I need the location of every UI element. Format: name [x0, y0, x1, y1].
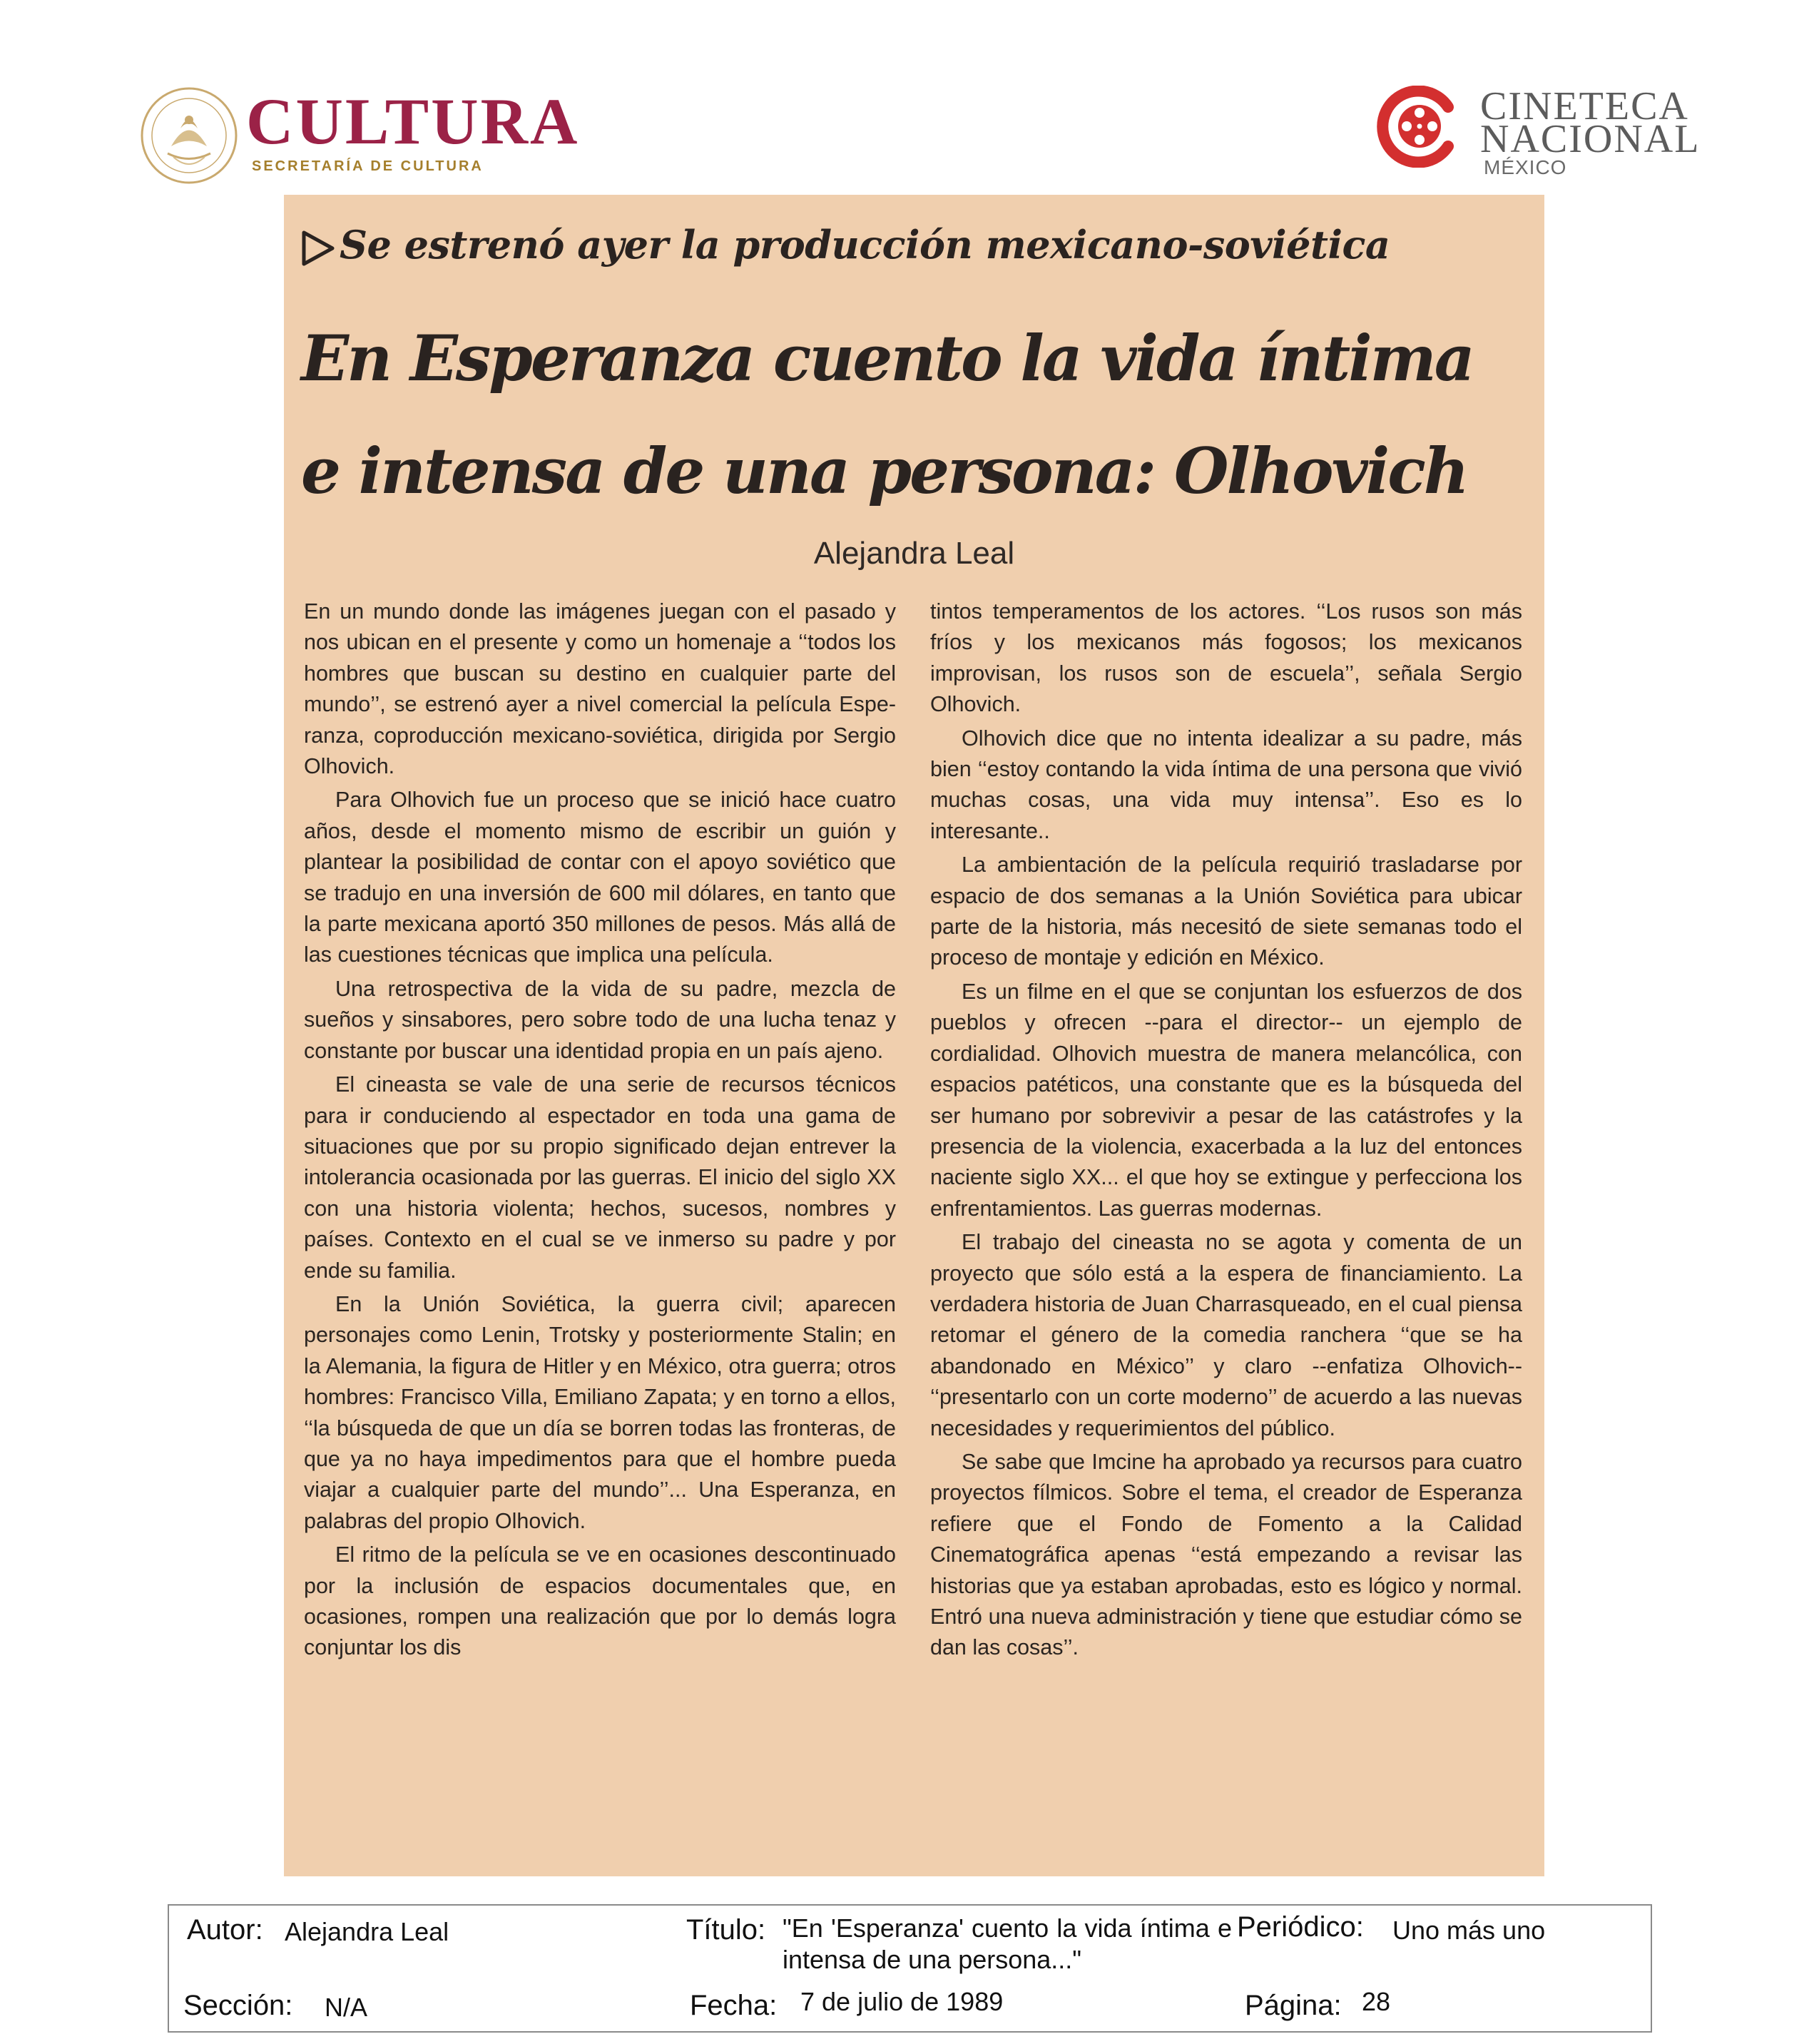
right-paragraph-5: El trabajo del cineasta no se agota y comenta de un proyecto que sólo está a la espera de financiamiento. La verdadera historia de Juan Charrasqueado, en el cual piensa retomar el género de la comedia ranchera ‘‘que se ha abandonado en México’’ y claro --enfatiza Olhovich-- ‘‘presentarlo con un corte moderno’’ de acuerdo a las nuevas necesidades y requerimientos del público.: [930, 1230, 1522, 1440]
headline-line-1: En Esperanza cuento la vida íntima: [301, 321, 1473, 395]
autor-value: Alejandra Leal: [285, 1917, 449, 1946]
cineteca-line2: NACIONAL: [1480, 117, 1701, 161]
left-paragraph-4: El cineasta se vale de una serie de recursos técnicos para ir conduciendo al espectador en toda una gama de situaciones que por su propio significado dejan entrever la intolerancia ocasionada por las guerras. El inicio del siglo XX con una historia violenta; hechos, sucesos, nombres y países. Contexto en el cual se ve inmerso su padre y por ende su familia.: [304, 1072, 896, 1283]
titulo-label: Título:: [686, 1914, 766, 1946]
right-paragraph-2: Olhovich dice que no intenta idealizar a su padre, más bien ‘‘estoy contando la vida íntima de una persona que vivió muchas cosas, una vida muy intensa’’. Eso es lo interesante..: [930, 726, 1522, 843]
left-paragraph-1: En un mundo donde las imágenes juegan con el pasado y nos ubican en el presente y como un homenaje a ‘‘todos los hombres que buscan su destino en cualquier parte del mundo’’, se estrenó ayer a nivel comercial la película Esperanza, coproducción mexicano-soviética, dirigida por Sergio Olhovich.: [304, 599, 896, 779]
fecha-label: Fecha:: [690, 1990, 778, 2021]
titulo-value: "En 'Esperanza' cuento la vida íntima e intensa de una persona...": [783, 1913, 1232, 1974]
cultura-logo: [139, 86, 610, 185]
article-headline: [301, 302, 1528, 527]
left-paragraph-2: Para Olhovich fue un proceso que se inició hace cuatro años, desde el momento mismo de escribir un guión y plantear la posibilidad de contar con el apoyo soviético que se tradujo en una inversión de 600 mil dólares, en tanto que la parte mexicana aportó 350 millones de pesos. Más allá de las cuestiones técnicas que implica una película.: [304, 788, 896, 967]
article-kicker: [301, 222, 1528, 268]
film-reel-icon: [1377, 86, 1459, 168]
left-paragraph-5: En la Unión Soviética, la guerra civil; aparecen personajes como Lenin, Trotsky y posteriormente Stalin; en la Alemania, la figura de Hitler y en México, otra guerra; otros hombres: Francisco Villa, Emiliano Zapata; y en torno a ellos, ‘‘la búsqueda de que un día se borren todas las fronteras, de que ya no haya impedimentos para que el hombre pueda viajar a cualquier parte del mundo’’... Una Esperanza, en palabras del propio Olhovich.: [304, 1291, 896, 1533]
mexican-coat-of-arms-seal-icon: [139, 86, 239, 185]
right-paragraph-4: Es un filme en el que se conjuntan los esfuerzos de dos pueblos y ofrecen --para el director-- un ejemplo de cordialidad. Olhovich muestra de manera melancólica, con espacios patéticos, una constante que es la búsqueda del ser humano por sobrevivir a pesar de las catástrofes y la presencia de la violencia, exacerbada a la luz del entonces naciente siglo XX... el que hoy se extingue y perfecciona los enfrentamientos. Las guerras modernas.: [930, 979, 1522, 1221]
periodico-value: Uno más uno: [1392, 1916, 1546, 1945]
newspaper-clipping: [284, 195, 1544, 1876]
article-left-column: [304, 596, 896, 1667]
pagina-value: 28: [1362, 1987, 1391, 2016]
pagina-label: Página:: [1245, 1990, 1342, 2021]
seccion-label: Sección:: [183, 1990, 293, 2021]
cineteca-line3: MÉXICO: [1484, 156, 1567, 178]
periodico-label: Periódico:: [1237, 1911, 1364, 1943]
left-paragraph-6: El ritmo de la película se ve en ocasiones descontinuado por la inclusión de espacios documentales que, en ocasiones, rompen una realización que por lo demás logra conjuntar los dis: [304, 1542, 896, 1660]
cineteca-line1: CINETECA: [1480, 84, 1689, 128]
cineteca-logo: [1377, 82, 1701, 182]
right-paragraph-3: La ambientación de la película requirió trasladarse por espacio de dos semanas a la Unión Soviética para ubicar parte de la historia, más necesitó de siete semanas todo el proceso de montaje y edición en México.: [930, 853, 1522, 970]
triangle-pointer-icon: [301, 230, 335, 266]
right-paragraph-1: tintos temperamentos de los actores. ‘‘Los rusos son más fríos y los mexicanos más fogosos; los mexicanos improvisan, los rusos son de escuela’’, señala Sergio Olhovich.: [930, 599, 1522, 717]
cultura-subtitle: SECRETARÍA DE CULTURA: [252, 158, 484, 174]
right-paragraph-6: Se sabe que Imcine ha aprobado ya recursos para cuatro proyectos fílmicos. Sobre el tema, el creador de Esperanza refiere que el Fondo de Fomento a la Calidad Cinematográfica apenas ‘‘está empezando a revisar las historias que ya estaban aprobadas, esto es lógico y normal. Entró una nueva administración y tiene que estudiar cómo se dan las cosas’’.: [930, 1449, 1522, 1660]
article-right-column: [930, 596, 1522, 1667]
headline-line-2: e intensa de una persona: Olhovich: [301, 434, 1467, 508]
article-byline: Alejandra Leal: [813, 536, 1015, 571]
seccion-value: N/A: [325, 1993, 368, 2022]
metadata-box: [168, 1904, 1652, 2033]
left-paragraph-3: Una retrospectiva de la vida de su padre, mezcla de sueños y sinsabores, pero sobre todo de una lucha tenaz y constante por buscar una identidad propia en un país ajeno.: [304, 976, 896, 1063]
cultura-wordmark: CULTURA: [246, 85, 580, 158]
fecha-value: 7 de julio de 1989: [800, 1987, 1004, 2016]
kicker-text: Se estrenó ayer la producción mexicano-soviética: [340, 222, 1390, 268]
autor-label: Autor:: [187, 1914, 263, 1946]
